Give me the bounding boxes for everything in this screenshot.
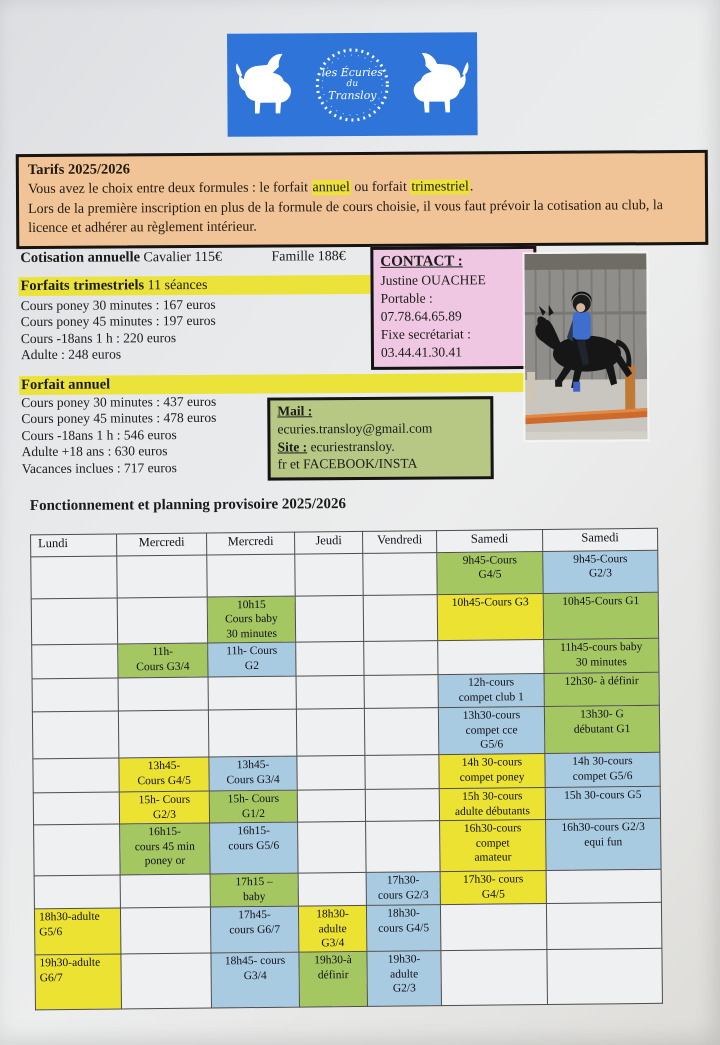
annuel-title: Forfait annuel [21, 376, 111, 394]
site-value: ecuriestransloy. [307, 438, 395, 454]
schedule-cell: 14h 30-cours compet poney [439, 754, 545, 789]
schedule-cell-empty [118, 677, 208, 711]
intro-title: Tarifs 2025/2026 [27, 161, 131, 179]
schedule-cell-empty [296, 642, 364, 677]
schedule-cell: 19h30- adulte G2/3 [367, 951, 442, 1007]
schedule-cell-empty [32, 678, 118, 712]
schedule-cell: 18h45- cours G3/4 [211, 952, 300, 1008]
highlight-trimestriel: trimestriel [411, 179, 469, 195]
schedule-cell: 14h 30-cours compet G5/6 [545, 752, 660, 787]
schedule-cell-empty [546, 902, 661, 949]
schedule-cell: 16h30-cours compet amateur [440, 820, 547, 872]
price-line: Cours poney 45 minutes : 478 euros [21, 410, 217, 427]
schedule-cell: 16h15- cours 45 min poney or [120, 823, 211, 875]
schedule-cell-empty [31, 556, 117, 599]
mail-label: Mail : [277, 403, 313, 419]
schedule-cell: 15h 30-cours adulte débutants [439, 788, 545, 821]
trimestriel-title: Forfaits trimestriels [20, 277, 145, 295]
schedule-cell: 17h45- cours G6/7 [210, 906, 298, 953]
price-line: Vacances inclues : 717 euros [21, 459, 177, 476]
schedule-cell: 19h30-adulte G6/7 [35, 954, 122, 1010]
schedule-cell-empty [31, 598, 117, 645]
cotisation-label: Cotisation annuelle [20, 249, 141, 267]
price-line: Cours -18ans 1 h : 546 euros [21, 426, 177, 443]
schedule-cell: 17h30- cours G2/3 [366, 872, 440, 906]
horse-right-icon [400, 48, 472, 120]
schedule-cell-empty [298, 822, 367, 874]
day-header: Samedi [543, 528, 658, 551]
schedule-cell: 18h30- adulte G3/4 [298, 906, 366, 953]
trimestriel-lines [21, 297, 216, 364]
schedule-cell: 10h45-Cours G1 [543, 592, 658, 639]
schedule-cell-empty [297, 790, 365, 823]
intro-line2: Lors de la première inscription en plus de la formule de cours choisie, il vous faut prévoir la cotisation au club, la licence et adhérer au règlement intérieur. [28, 198, 663, 237]
schedule-cell-empty [208, 709, 296, 757]
schedule-cell-empty [547, 949, 663, 1005]
pony-photo [524, 253, 647, 440]
price-line: Adulte : 248 euros [20, 346, 122, 363]
contact-box [370, 246, 537, 370]
schedule-cell: 9h45-Cours G4/5 [437, 552, 543, 595]
logo-banner [227, 32, 478, 137]
schedule-cell-empty [364, 641, 438, 676]
planning-heading: Fonctionnement et planning provisoire 2025/2026 [29, 496, 347, 515]
mail-box [267, 396, 494, 481]
schedule-cell: 17h30- cours G4/5 [440, 871, 546, 905]
schedule-cell: 10h15 Cours baby 30 minutes [207, 596, 295, 643]
schedule-cell-empty [363, 553, 437, 596]
annuel-bar [19, 373, 546, 395]
contact-fixe-number: 03.44.41.30.41 [380, 344, 463, 361]
schedule-cell-empty [298, 873, 366, 907]
site-line2: fr et FACEBOOK/INSTA [277, 456, 418, 472]
schedule-cell-empty [365, 755, 439, 790]
schedule-cell: 13h45- Cours G3/4 [209, 756, 297, 791]
day-header: Mercredi [117, 533, 207, 556]
price-line: Cours -18ans 1 h : 220 euros [20, 329, 177, 346]
price-line: Cours poney 30 minutes : 437 euros [21, 393, 217, 411]
highlight-annuel: annuel [312, 180, 350, 196]
intro-line1-mid: ou forfait [350, 179, 411, 196]
schedule-cell: 17h15 – baby [210, 873, 298, 907]
schedule-cell-empty [118, 710, 208, 758]
day-header: Lundi [31, 534, 117, 557]
schedule-cell-empty [295, 553, 363, 596]
schedule-cell: 13h45- Cours G4/5 [119, 757, 209, 792]
schedule-cell-empty [207, 554, 295, 597]
schedule-cell: 12h-cours compet club 1 [438, 674, 544, 708]
cotisation-famille: Famille 188€ [271, 249, 346, 265]
trimestriel-subtitle: 11 séances [144, 277, 208, 294]
intro-box [16, 150, 709, 249]
schedule-cell-empty [364, 675, 438, 709]
schedule-cell: 16h15- cours G5/6 [210, 822, 299, 874]
logo-text: les Écuries du Transloy [321, 65, 383, 102]
schedule-cell-empty [33, 758, 119, 793]
cotisation-cavalier: Cavalier 115€ [143, 249, 222, 266]
planning-table [30, 528, 663, 1011]
schedule-cell: 13h30- G débutant G1 [544, 705, 659, 753]
schedule-cell: 18h30-adulte G5/6 [34, 908, 120, 955]
schedule-cell-empty [34, 824, 121, 876]
schedule-cell: 10h45-Cours G3 [437, 594, 543, 641]
day-header: Mercredi [207, 532, 295, 555]
contact-title: CONTACT : [380, 253, 463, 270]
contact-portable-label: Portable : [380, 290, 433, 307]
schedule-cell: 12h30- à définir [544, 672, 659, 706]
schedule-cell-empty [121, 953, 212, 1009]
schedule-cell-empty [33, 792, 119, 825]
schedule-cell: 9h45-Cours G2/3 [543, 550, 658, 593]
schedule-cell-empty [296, 676, 364, 710]
schedule-cell-empty [296, 709, 364, 757]
schedule-cell: 13h30-cours compet cce G5/6 [438, 707, 544, 755]
contact-portable-number: 07.78.64.65.89 [380, 308, 462, 325]
day-header: Jeudi [295, 531, 363, 554]
cotisation-line [20, 248, 345, 267]
schedule-cell-empty [34, 875, 120, 909]
schedule-cell: 11h- Cours G2 [208, 642, 296, 677]
contact-fixe-label: Fixe secrétariat : [380, 326, 471, 343]
schedule-cell-empty [364, 708, 438, 756]
schedule-cell: 15h 30-cours G5 [545, 786, 660, 819]
schedule-cell-empty [363, 595, 437, 642]
schedule-cell-empty [32, 711, 118, 759]
schedule-cell-empty [438, 640, 544, 675]
site-label: Site : [277, 438, 308, 455]
day-header: Samedi [437, 530, 543, 553]
schedule-cell-empty [440, 904, 546, 951]
schedule-cell: 15h- Cours G2/3 [119, 791, 209, 824]
schedule-cell-empty [32, 644, 118, 679]
schedule-cell-empty [366, 821, 441, 873]
mail-address: ecuries.transloy@gmail.com [277, 420, 433, 437]
schedule-cell-empty [365, 789, 439, 822]
schedule-cell-empty [295, 595, 363, 642]
annuel-lines [21, 394, 216, 477]
schedule-cell-empty [546, 869, 661, 903]
contact-name: Justine OUACHEE [380, 272, 486, 288]
schedule-cell-empty [297, 756, 365, 791]
schedule-cell: 18h30- cours G4/5 [366, 905, 440, 952]
intro-line1-post: . [469, 179, 474, 195]
price-line: Cours poney 45 minutes : 197 euros [20, 313, 216, 330]
schedule-cell: 11h45-cours baby 30 minutes [544, 638, 659, 673]
intro-line1-pre: Vous avez le choix entre deux formules : le forfait [27, 180, 312, 198]
schedule-cell: 16h30-cours G2/3 equi fun [546, 818, 662, 870]
price-line: Cours poney 30 minutes : 167 euros [20, 296, 216, 314]
schedule-cell-empty [208, 676, 296, 710]
schedule-cell-empty [120, 907, 210, 954]
schedule-cell-empty [120, 874, 210, 908]
schedule-cell: 19h30-à définir [299, 952, 368, 1008]
schedule-cell-empty [441, 950, 548, 1006]
schedule-cell-empty [117, 597, 207, 644]
planning-table-wrap [30, 528, 663, 1011]
day-header: Vendredi [363, 531, 437, 554]
schedule-cell-empty [117, 555, 207, 598]
horse-left-icon [232, 49, 304, 121]
schedule-cell: 15h- Cours G1/2 [209, 790, 297, 823]
schedule-cell: 11h- Cours G3/4 [118, 643, 208, 678]
price-line: Adulte +18 ans : 630 euros [21, 443, 168, 460]
wreath-icon [304, 36, 401, 133]
